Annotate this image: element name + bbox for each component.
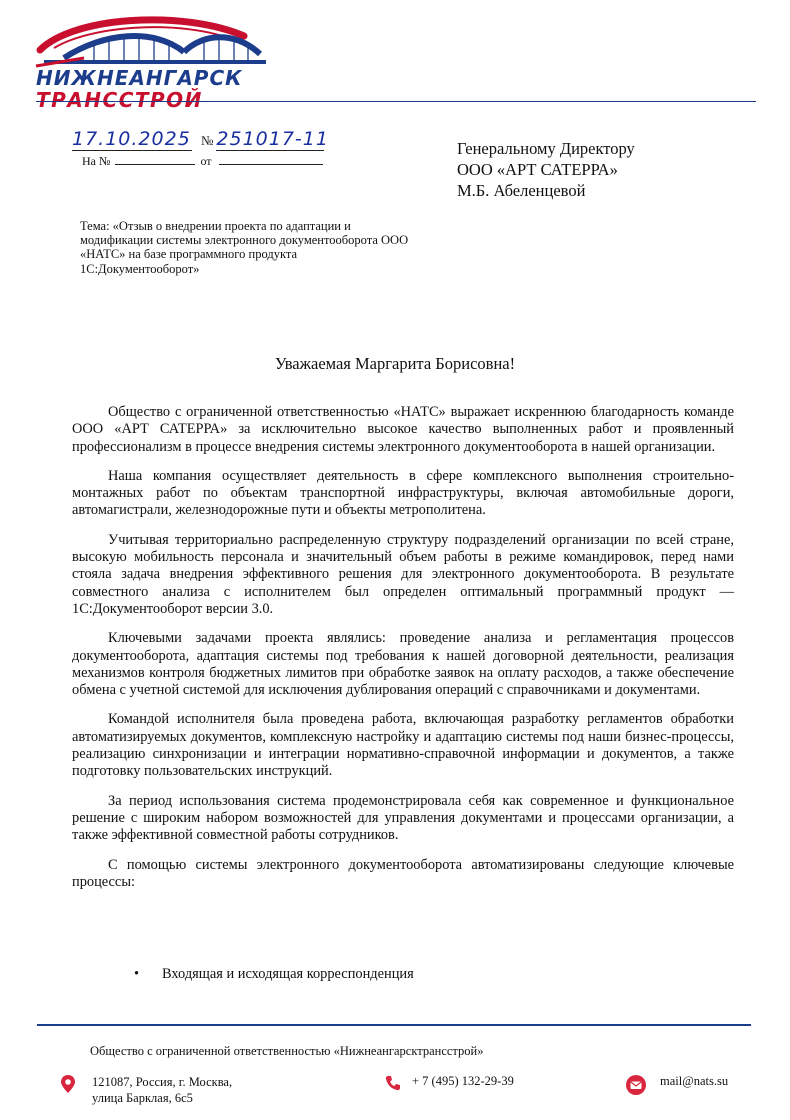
address-line2: улица Барклая, 6с5 [92, 1091, 193, 1105]
body-paragraph: Общество с ограниченной ответственностью «НАТС» выражает искреннюю благодарность команде ООО «АРТ САТЕРРА» за исключительно высокое качество выполненных работ и проявленный профессионализм в процессе внедрения системы электронного документооборота в нашей организации. [72, 404, 734, 455]
outgoing-reference [72, 128, 329, 151]
body-paragraph: С помощью системы электронного документооборота автоматизированы следующие ключевые процессы: [72, 856, 734, 890]
number-value: 251017-11 [216, 128, 329, 150]
date-field [72, 128, 192, 151]
footer-divider [37, 1024, 751, 1026]
body-paragraph: Наша компания осуществляет деятельность в сфере комплексного выполнения строительно-монтажных работ по объектам транспортной инфраструктуры, включая автомобильные дороги, автомагистрали, железнодорожные пути и объекты метрополитена. [72, 467, 734, 519]
addressee-position: Генеральному Директору [457, 139, 635, 158]
body-paragraph: За период использования система продемонстрировала себя как современное и функциональное решение с широким набором возможностей для управления документами и процессами организации, а также эффективной совместной работы сотрудников. [72, 792, 734, 844]
addressee-name: М.Б. Абеленцевой [457, 181, 586, 200]
letter-subject: Тема: «Отзыв о внедрении проекта по адаптации и модификации системы электронного документооборота ООО «НАТС» на базе программного продукта 1С:Документооборот» [80, 219, 409, 276]
bridge-arches-icon [34, 14, 274, 69]
bullet-icon: • [134, 966, 140, 982]
logo-name-line2: ТРАНССТРОЙ [36, 88, 203, 112]
addressee-company: ООО «АРТ САТЕРРА» [457, 160, 618, 179]
list-item [134, 966, 414, 983]
body-paragraph: Командой исполнителя была проведена работа, включающая разработку регламентов обработки автоматизируемых документов, комплексную настройку и адаптацию системы под наши бизнес-процессы, реализацию синхронизации и интеграции нормативно-справочной информации и документов, а также подготовку пользовательских инструкций. [72, 711, 734, 780]
in-reply-label: На № [82, 154, 111, 168]
reply-reference [82, 152, 323, 169]
in-reply-blank [115, 152, 195, 165]
body-paragraph: Ключевыми задачами проекта являлись: проведение анализа и регламентация процессов документооборота, адаптация системы под требования к нашей договорной деятельности, реализация механизмов контроля бюджетных лимитов при обработке заявок на оплату расходов, а также обеспечение обмена с учетной системой для исключения дублирования операций с справочниками и документами. [72, 630, 734, 699]
list-item-text: Входящая и исходящая корреспонденция [162, 966, 414, 982]
footer-address [92, 1074, 232, 1106]
footer-email[interactable]: mail@nats.su [660, 1074, 729, 1088]
footer-phone[interactable]: + 7 (495) 132-29-39 [412, 1074, 514, 1088]
number-field [216, 128, 329, 151]
mail-icon [626, 1075, 646, 1100]
logo-name-line1: НИЖНЕАНГАРСК [36, 66, 243, 90]
phone-icon [385, 1075, 401, 1096]
number-sign: № [201, 133, 214, 148]
body-paragraph: Учитывая территориально распределенную структуру подразделений организации по всей стране, высокую мобильность персонала и значительный объем работы в режиме командировок, перед нами стояла задача внедрения эффективного решения для электронного документооборота. В результате совместного анализа с исполнителем был определен оптимальный программный продукт — 1С:Документооборот версии 3.0. [72, 531, 734, 617]
address-line1: 121087, Россия, г. Москва, [92, 1075, 233, 1089]
date-value: 17.10.2025 [72, 128, 191, 150]
location-pin-icon [61, 1075, 75, 1098]
header-divider [36, 101, 756, 102]
greeting: Уважаемая Маргарита Борисовна! [274, 354, 516, 373]
addressee-block [457, 138, 635, 201]
from-blank [219, 152, 323, 165]
company-logo [34, 14, 274, 112]
footer-org-name: Общество с ограниченной ответственностью «Нижнеангарсктрансстрой» [90, 1044, 484, 1058]
from-label: от [200, 154, 212, 168]
letter-body [72, 404, 734, 903]
